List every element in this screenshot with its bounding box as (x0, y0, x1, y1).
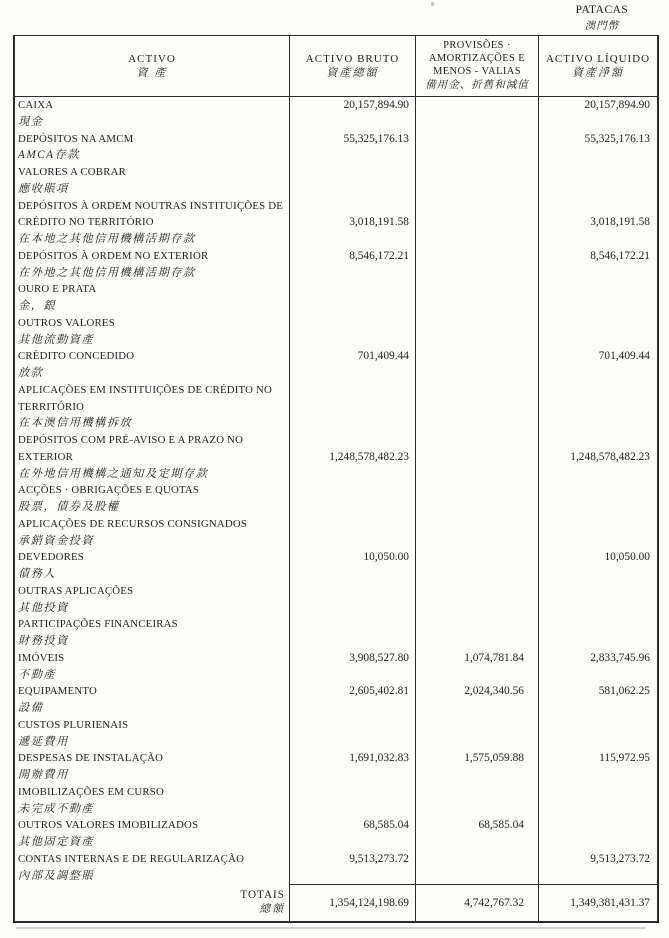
cell-liquido (538, 198, 657, 248)
table-row (15, 650, 657, 684)
row-label-pt: DEPÓSITOS À ORDEM NO EXTERIOR (18, 249, 209, 262)
row-label-cn: 放款 (18, 367, 44, 379)
cell-bruto (289, 616, 415, 650)
totals-provisoes-value: 4,742,767.32 (464, 897, 524, 910)
cell-bruto (289, 97, 415, 131)
table-row (15, 164, 657, 198)
table-row (15, 97, 657, 131)
table-row (15, 482, 657, 516)
cell-liquido (538, 650, 657, 684)
table-row (15, 784, 657, 818)
cell-activo-label (15, 164, 289, 198)
scan-artifact-dot (431, 2, 434, 6)
assets-table (13, 35, 659, 923)
header-activo-cn: 資 產 (136, 66, 168, 79)
table-row (15, 750, 657, 784)
cell-bruto (289, 549, 415, 583)
row-label-pt: DESPESAS DE INSTALAÇÃO (18, 752, 164, 765)
cell-activo-label (15, 717, 289, 751)
row-label-pt: APLICAÇÕES DE RECURSOS CONSIGNADOS (18, 517, 248, 530)
row-label-cn: 現金 (18, 115, 44, 128)
table-row (15, 348, 657, 382)
header-provisoes-pt1: PROVISÕES · (443, 40, 511, 51)
cell-bruto (289, 817, 415, 851)
cell-provisoes (415, 198, 538, 248)
row-label-cn: 承銷資金投資 (18, 534, 95, 547)
value-liquido: 20,157,894.90 (584, 99, 650, 111)
cell-bruto (289, 164, 415, 198)
value-liquido: 581,062.25 (598, 685, 650, 698)
cell-activo-label (15, 784, 289, 818)
table-row (15, 432, 657, 482)
cell-provisoes (415, 683, 538, 717)
header-provisoes-cn: 備用金、折舊和減值 (425, 80, 529, 91)
cell-activo-label (15, 583, 289, 617)
value-liquido: 9,513,273.72 (590, 852, 650, 865)
cell-provisoes (415, 717, 538, 751)
row-label-cn: 開辦費用 (18, 769, 69, 781)
value-bruto: 8,546,172.21 (349, 249, 409, 262)
cell-provisoes (415, 750, 538, 784)
value-bruto: 1,691,032.83 (349, 752, 409, 765)
cell-liquido (538, 482, 657, 516)
cell-bruto (289, 315, 415, 349)
cell-provisoes (415, 650, 538, 684)
row-label-cn: 不動產 (18, 668, 57, 681)
totals-row (15, 884, 657, 921)
table-row (15, 616, 657, 650)
row-label-cn: 在外地信用機構之通知及定期存款 (18, 467, 209, 480)
cell-provisoes (415, 583, 538, 617)
cell-activo-label (15, 281, 289, 315)
row-label-cn: 股票，債券及股權 (18, 501, 120, 513)
cell-activo-label (15, 131, 289, 165)
cell-liquido (538, 851, 657, 885)
table-row (15, 131, 657, 165)
value-provisoes: 68,585.04 (478, 819, 524, 832)
row-label-cn: 財務投資 (18, 635, 69, 647)
value-bruto: 1,248,578,482.23 (329, 450, 409, 463)
cell-provisoes (415, 131, 538, 165)
cell-liquido (538, 784, 657, 818)
row-label-cn: 債務人 (18, 568, 57, 580)
row-label-pt: IMÓVEIS (18, 651, 65, 664)
cell-activo-label (15, 616, 289, 650)
cell-provisoes (415, 851, 538, 885)
cell-activo-label (15, 683, 289, 717)
row-label-cn: 其他投資 (18, 601, 69, 614)
header-provisoes-pt3: MENOS - VALIAS (432, 66, 522, 77)
table-row (15, 549, 657, 583)
cell-liquido (538, 164, 657, 198)
cell-bruto (289, 348, 415, 382)
cell-provisoes (415, 616, 538, 650)
row-label-pt: CAIXA (18, 99, 54, 111)
row-label-pt: EQUIPAMENTO (18, 685, 97, 698)
cell-liquido (538, 382, 657, 432)
row-label-cn: 其他固定資產 (18, 836, 95, 848)
currency-label-pt: PATACAS (575, 4, 629, 16)
cell-liquido (538, 432, 657, 482)
cell-bruto (289, 717, 415, 751)
cell-provisoes (415, 784, 538, 818)
cell-activo-label (15, 817, 289, 851)
header-activo-bruto-cn: 資產總額 (326, 66, 379, 79)
cell-bruto (289, 482, 415, 516)
header-activo-liquido-pt: ACTIVO LÍQUIDO (545, 52, 651, 65)
row-label-cn: AMCA存款 (18, 149, 80, 162)
cell-activo-label (15, 198, 289, 248)
cell-bruto (289, 382, 415, 432)
totals-bruto-cell (289, 884, 415, 921)
row-label-pt: OURO E PRATA (18, 283, 97, 296)
cell-activo-label (15, 348, 289, 382)
value-liquido: 2,833,745.96 (590, 651, 650, 664)
totals-provisoes-cell (415, 884, 538, 921)
row-label-cn: 其他流動資產 (18, 333, 95, 346)
cell-provisoes (415, 516, 538, 550)
cell-liquido (538, 549, 657, 583)
cell-provisoes (415, 817, 538, 851)
row-label-pt: CUSTOS PLURIENAIS (18, 718, 129, 731)
cell-provisoes (415, 248, 538, 282)
cell-activo-label (15, 315, 289, 349)
cell-liquido (538, 817, 657, 851)
cell-liquido (538, 717, 657, 751)
cell-liquido (538, 281, 657, 315)
cell-activo-label (15, 549, 289, 583)
cell-bruto (289, 248, 415, 282)
row-label-cn: 金，銀 (18, 300, 57, 312)
cell-activo-label (15, 650, 289, 684)
value-bruto: 9,513,273.72 (349, 852, 409, 865)
cell-bruto (289, 516, 415, 550)
header-activo-bruto (289, 36, 415, 96)
value-liquido: 1,248,578,482.23 (570, 450, 650, 463)
value-provisoes: 1,575,059.88 (464, 752, 524, 765)
row-label-pt: APLICAÇÕES EM INSTITUIÇÕES DE CRÉDITO NO (18, 383, 273, 396)
row-label-pt: IMOBILIZAÇÕES EM CURSO (18, 785, 164, 798)
cell-provisoes (415, 549, 538, 583)
cell-activo-label (15, 382, 289, 432)
table-row (15, 315, 657, 349)
cell-liquido (538, 97, 657, 131)
header-provisoes (415, 36, 538, 96)
totals-bruto-value: 1,354,124,198.69 (329, 897, 409, 910)
table-body (15, 97, 657, 884)
cell-liquido (538, 750, 657, 784)
row-label-pt: CRÉDITO CONCEDIDO (18, 350, 135, 363)
value-provisoes: 1,074,781.84 (464, 651, 524, 664)
cell-provisoes (415, 97, 538, 131)
value-bruto: 55,325,176.13 (343, 132, 409, 145)
cell-liquido (538, 348, 657, 382)
totals-liquido-cell (538, 884, 657, 921)
table-row (15, 248, 657, 282)
value-bruto: 701,409.44 (357, 350, 409, 363)
value-bruto: 20,157,894.90 (343, 99, 409, 111)
row-label-pt: OUTRAS APLICAÇÕES (18, 584, 134, 597)
cell-provisoes (415, 315, 538, 349)
table-row (15, 516, 657, 550)
value-liquido: 55,325,176.13 (584, 132, 650, 145)
header-activo-pt: ACTIVO (128, 52, 176, 65)
cell-bruto (289, 750, 415, 784)
totals-label-pt: TOTAIS (240, 889, 285, 902)
row-label-cn: 在外地之其他信用機構活期存款 (18, 266, 196, 279)
cell-bruto (289, 851, 415, 885)
row-label-cn: 在本地之其他信用機構活期存款 (18, 233, 196, 245)
row-label-pt: OUTROS VALORES (18, 316, 115, 329)
currency-label (566, 2, 638, 36)
value-liquido: 115,972.95 (599, 752, 650, 765)
cell-provisoes (415, 281, 538, 315)
cell-provisoes (415, 164, 538, 198)
row-label-cn: 在本澳信用機構拆放 (18, 417, 133, 430)
row-label-cn: 遞延費用 (18, 735, 69, 748)
row-label-pt: ACÇÕES · OBRIGAÇÕES E QUOTAS (18, 484, 200, 497)
table-row (15, 382, 657, 432)
cell-bruto (289, 650, 415, 684)
cell-bruto (289, 198, 415, 248)
cell-bruto (289, 432, 415, 482)
cell-activo-label (15, 97, 289, 131)
header-provisoes-pt2: AMORTIZAÇÕES E (428, 53, 526, 64)
value-liquido: 8,546,172.21 (590, 249, 650, 262)
cell-bruto (289, 583, 415, 617)
cell-bruto (289, 683, 415, 717)
scan-artifact-line (16, 927, 646, 929)
header-activo-bruto-pt: ACTIVO BRUTO (305, 52, 400, 65)
value-liquido: 10,050.00 (604, 551, 650, 564)
header-activo-liquido (538, 36, 657, 96)
table-header-row (15, 36, 657, 97)
cell-liquido (538, 131, 657, 165)
cell-liquido (538, 683, 657, 717)
cell-provisoes (415, 382, 538, 432)
table-row (15, 583, 657, 617)
value-bruto: 3,908,527.80 (349, 651, 409, 664)
row-label-pt: DEPÓSITOS À ORDEM NOUTRAS INSTITUIÇÕES DE (18, 199, 284, 212)
cell-activo-label (15, 482, 289, 516)
cell-activo-label (15, 432, 289, 482)
cell-provisoes (415, 432, 538, 482)
row-label-pt: DEPÓSITOS NA AMCM (18, 132, 134, 145)
cell-liquido (538, 583, 657, 617)
cell-provisoes (415, 348, 538, 382)
value-bruto: 3,018,191.58 (349, 216, 409, 229)
cell-bruto (289, 281, 415, 315)
cell-bruto (289, 131, 415, 165)
row-label-pt: DEPÓSITOS COM PRÉ-AVISO E A PRAZO NO (18, 434, 244, 446)
row-label-cn: 應收賬項 (18, 182, 69, 195)
value-bruto: 10,050.00 (363, 551, 409, 564)
cell-activo-label (15, 516, 289, 550)
row-label-pt: CONTAS INTERNAS E DE REGULARIZAÇÃO (18, 852, 245, 865)
totals-label-cell (15, 884, 289, 921)
cell-activo-label (15, 248, 289, 282)
row-label-pt: CRÉDITO NO TERRITÓRIO (18, 216, 154, 229)
value-provisoes: 2,024,340.56 (464, 685, 524, 698)
table-row (15, 683, 657, 717)
header-activo-liquido-cn: 資產淨額 (572, 66, 624, 79)
cell-activo-label (15, 750, 289, 784)
row-label-pt: EXTERIOR (18, 450, 73, 463)
row-label-cn: 未完成不動產 (18, 802, 95, 815)
currency-label-cn: 澳門幣 (584, 20, 620, 32)
table-row (15, 198, 657, 248)
cell-liquido (538, 315, 657, 349)
header-activo (15, 36, 289, 96)
cell-liquido (538, 616, 657, 650)
value-bruto: 2,605,402.81 (349, 685, 409, 698)
row-label-pt: DEVEDORES (18, 551, 84, 564)
row-label-pt: TERRITÓRIO (18, 400, 85, 413)
row-label-pt: OUTROS VALORES IMOBILIZADOS (18, 819, 199, 832)
cell-bruto (289, 784, 415, 818)
table-row (15, 281, 657, 315)
row-label-pt: PARTICIPAÇÕES FINANCEIRAS (18, 618, 178, 631)
cell-liquido (538, 248, 657, 282)
row-label-cn: 設備 (18, 702, 44, 714)
table-row (15, 717, 657, 751)
value-liquido: 701,409.44 (598, 350, 650, 363)
totals-liquido-value: 1,349,381,431.37 (570, 897, 650, 910)
cell-provisoes (415, 482, 538, 516)
table-row (15, 817, 657, 851)
cell-activo-label (15, 851, 289, 885)
table-row (15, 851, 657, 885)
row-label-cn: 內部及調整賬 (18, 869, 95, 882)
value-bruto: 68,585.04 (363, 819, 409, 832)
totals-label-cn: 總額 (259, 903, 285, 916)
cell-liquido (538, 516, 657, 550)
row-label-pt: VALORES A COBRAR (18, 166, 126, 178)
value-liquido: 3,018,191.58 (590, 216, 650, 229)
